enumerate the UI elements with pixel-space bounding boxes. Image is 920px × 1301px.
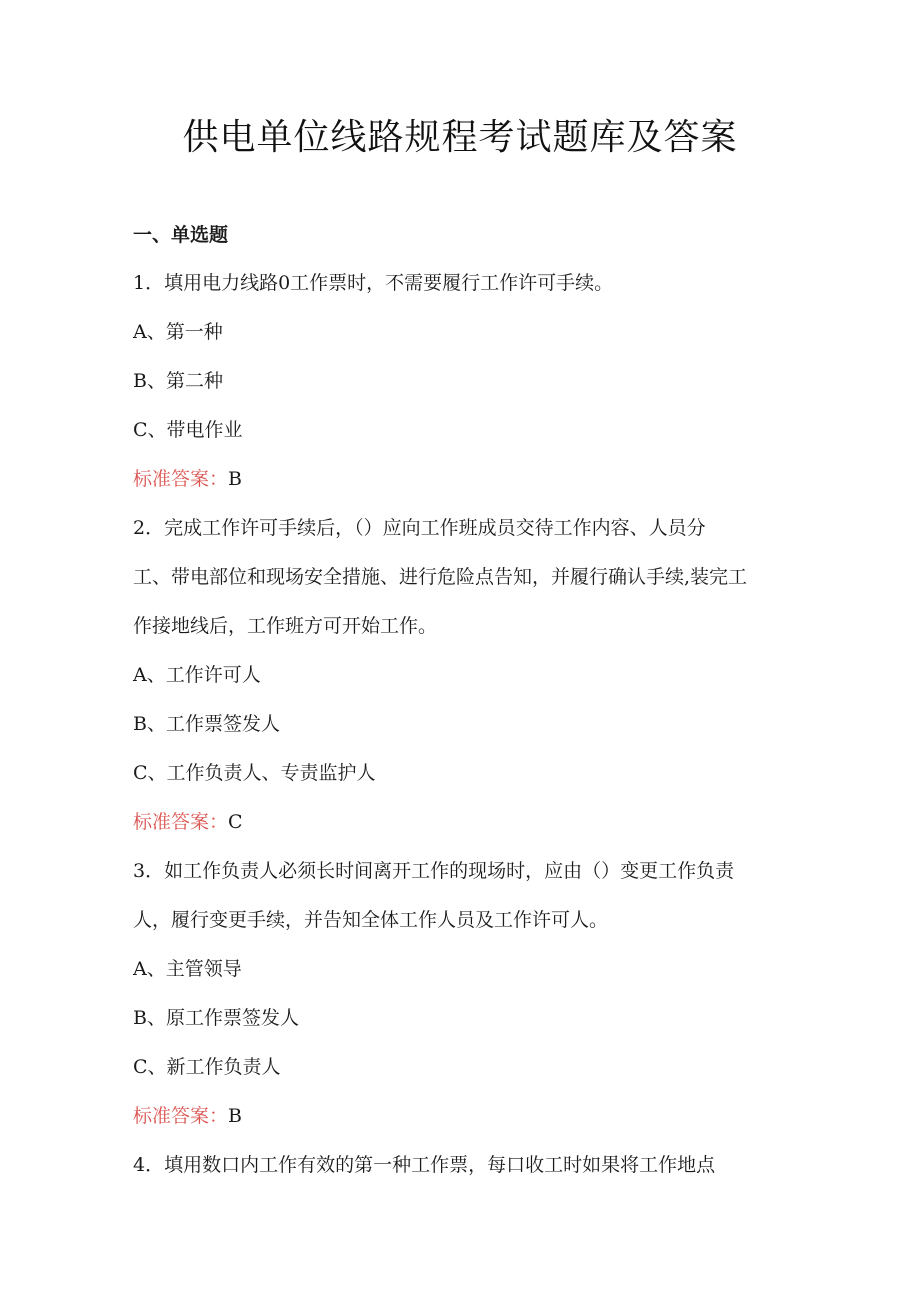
answer-value: C xyxy=(228,811,243,833)
section-heading: 一、单选题 xyxy=(133,224,229,246)
question-3-option-b: B、原工作票签发人 xyxy=(133,1007,299,1029)
question-2-text-line-1: 2．完成工作许可手续后，（）应向工作班成员交待工作内容、人员分 xyxy=(133,517,706,539)
question-2-option-a: A、工作许可人 xyxy=(133,664,261,686)
question-2-option-c: C、工作负责人、专责监护人 xyxy=(133,762,376,784)
question-2-option-b: B、工作票签发人 xyxy=(133,713,280,735)
question-1-option-b: B、第二种 xyxy=(133,370,223,392)
question-2-text-line-3: 作接地线后，工作班方可开始工作。 xyxy=(133,615,438,637)
question-3-option-c: C、新工作负责人 xyxy=(133,1056,281,1078)
question-2-text-line-2: 工、带电部位和现场安全措施、进行危险点告知，并履行确认手续,装完工 xyxy=(133,566,748,588)
answer-label: 标准答案： xyxy=(133,468,229,490)
question-3-text-line-2: 人，履行变更手续，并告知全体工作人员及工作许可人。 xyxy=(133,909,609,931)
question-2-answer xyxy=(133,807,243,837)
question-1-answer xyxy=(133,464,242,494)
answer-label: 标准答案： xyxy=(133,1105,229,1127)
answer-value: B xyxy=(228,468,242,490)
answer-label: 标准答案： xyxy=(133,811,229,833)
question-3-option-a: A、主管领导 xyxy=(133,958,242,980)
question-4-text-line-1: 4．填用数口内工作有效的第一种工作票，每口收工时如果将工作地点 xyxy=(133,1154,716,1176)
question-1-option-c: C、带电作业 xyxy=(133,419,243,441)
document-title: 供电单位线路规程考试题库及答案 xyxy=(182,117,738,158)
question-1-option-a: A、第一种 xyxy=(133,321,223,343)
answer-value: B xyxy=(228,1105,242,1127)
question-3-answer xyxy=(133,1101,242,1131)
question-1-text: 1．填用电力线路0工作票时，不需要履行工作许可手续。 xyxy=(133,272,614,294)
question-3-text-line-1: 3．如工作负责人必须长时间离开工作的现场时，应由（）变更工作负责 xyxy=(133,860,735,882)
